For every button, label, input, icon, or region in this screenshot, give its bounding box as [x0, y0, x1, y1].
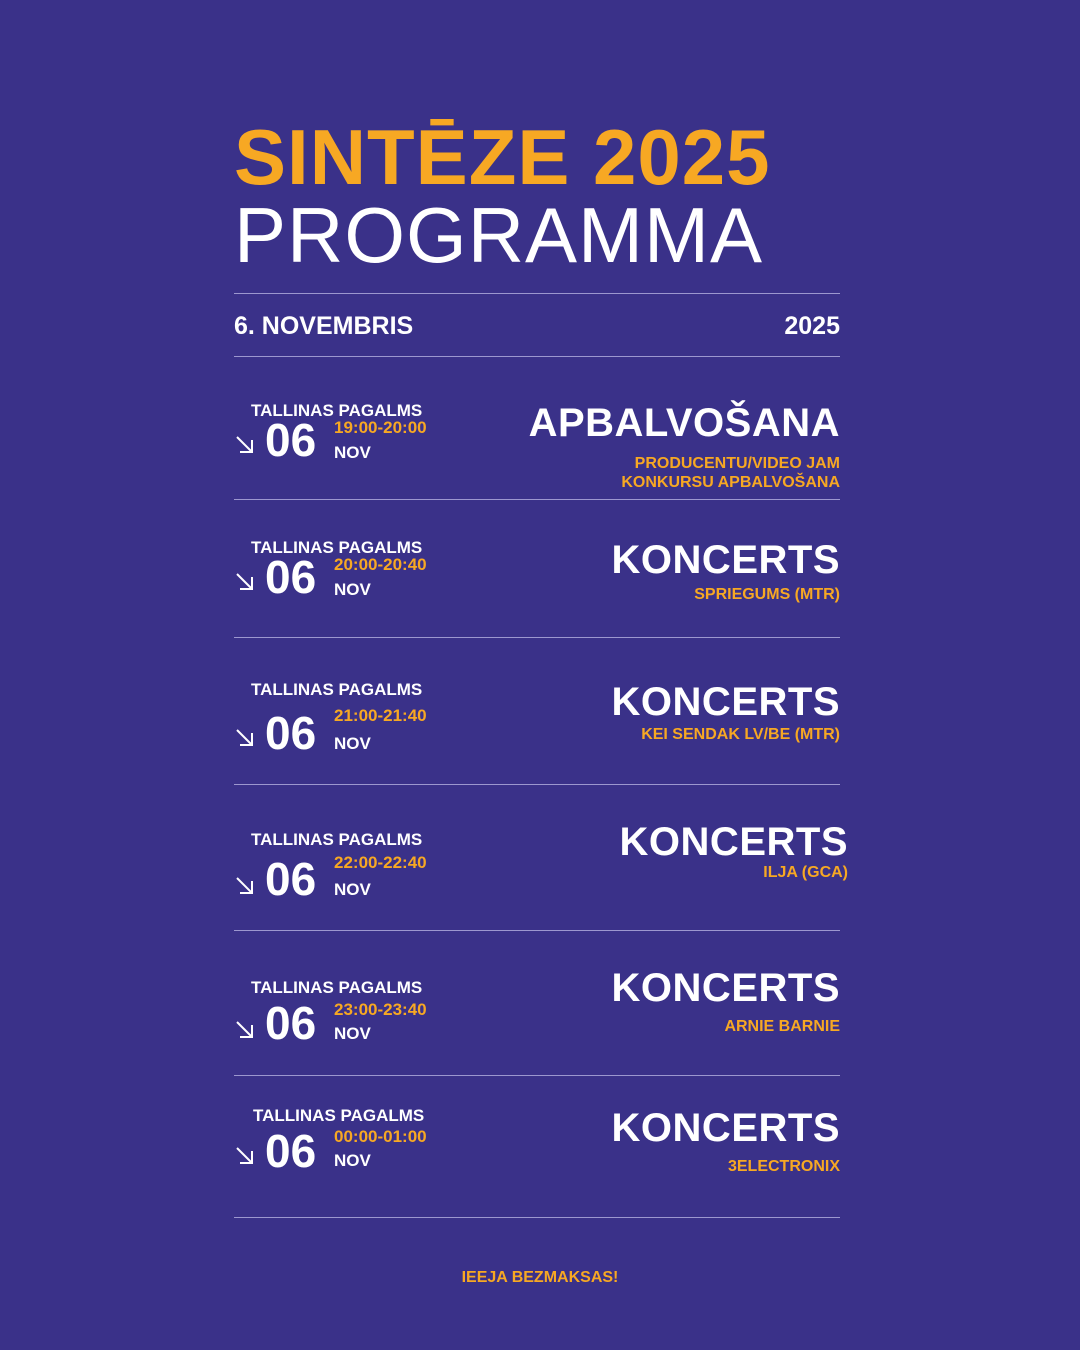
divider: [234, 356, 840, 357]
event-month: NOV: [334, 1024, 371, 1043]
event-item: [234, 537, 840, 647]
event-day: 06: [265, 853, 317, 905]
event-day: 06: [265, 707, 317, 759]
event-when: [234, 977, 464, 1087]
arrow-down-right-icon: [234, 875, 256, 897]
program-title: PROGRAMMA: [234, 191, 764, 279]
event-subtitle: KEI SENDAK LV/BE (MTR): [641, 726, 840, 743]
divider: [234, 637, 840, 638]
event-what: [440, 679, 840, 744]
year-label: 2025: [784, 312, 840, 340]
divider: [234, 1075, 840, 1076]
event-day: 06: [265, 1125, 317, 1177]
event-venue: TALLINAS PAGALMS: [253, 1106, 425, 1125]
event-venue: TALLINAS PAGALMS: [251, 538, 423, 557]
arrow-down-right-icon: [234, 1019, 256, 1041]
event-when: [234, 400, 464, 510]
event-when: [234, 829, 464, 939]
event-title: KONCERTS: [611, 680, 840, 724]
event-item: [234, 820, 848, 939]
event-month: NOV: [334, 1151, 371, 1170]
event-venue: TALLINAS PAGALMS: [251, 978, 423, 997]
event-time: 00:00-01:00: [334, 1127, 427, 1146]
event-what: [440, 966, 840, 1036]
festival-title: SINTĒZE 2025: [234, 113, 771, 201]
event-item: [234, 1105, 840, 1215]
event-title: KONCERTS: [619, 820, 848, 864]
event-venue: TALLINAS PAGALMS: [251, 401, 423, 420]
event-day: 06: [265, 414, 317, 466]
divider: [234, 293, 840, 294]
event-title: KONCERTS: [611, 1106, 840, 1150]
event-venue: TALLINAS PAGALMS: [251, 680, 423, 699]
event-day: 06: [265, 997, 317, 1049]
divider: [234, 930, 840, 931]
divider: [234, 1217, 840, 1218]
event-title: KONCERTS: [611, 966, 840, 1010]
event-month: NOV: [334, 880, 371, 899]
event-day: 06: [265, 551, 317, 603]
event-month: NOV: [334, 443, 371, 462]
event-what: [448, 820, 848, 882]
event-time: 20:00-20:40: [334, 555, 427, 574]
arrow-down-right-icon: [234, 727, 256, 749]
event-when: [234, 679, 464, 789]
event-subtitle: SPRIEGUMS (MTR): [694, 586, 840, 603]
event-when: [234, 537, 464, 647]
event-month: NOV: [334, 580, 371, 599]
event-month: NOV: [334, 734, 371, 753]
event-title: APBALVOŠANA: [528, 401, 840, 445]
event-time: 19:00-20:00: [334, 418, 427, 437]
event-what: [440, 1105, 840, 1176]
arrow-down-right-icon: [234, 434, 256, 456]
divider: [234, 784, 840, 785]
event-time: 23:00-23:40: [334, 1000, 427, 1019]
event-item: [234, 679, 840, 789]
free-entry-note: IEEJA BEZMAKSAS!: [461, 1269, 619, 1286]
event-title: KONCERTS: [611, 538, 840, 582]
arrow-down-right-icon: [234, 1145, 256, 1167]
event-subtitle: PRODUCENTU/VIDEO JAM: [634, 455, 840, 472]
event-subtitle: ILJA (GCA): [763, 864, 848, 881]
event-subtitle: 3ELECTRONIX: [727, 1158, 840, 1175]
arrow-down-right-icon: [234, 571, 256, 593]
event-when: [234, 1105, 464, 1215]
event-item: [234, 400, 840, 510]
event-time: 21:00-21:40: [334, 706, 427, 725]
event-what: [440, 537, 840, 604]
event-what: [440, 400, 840, 492]
date-row: [234, 310, 840, 342]
date-label: 6. NOVEMBRIS: [234, 312, 414, 340]
event-venue: TALLINAS PAGALMS: [251, 830, 423, 849]
divider: [234, 499, 840, 500]
event-subtitle: KONKURSU APBALVOŠANA: [621, 474, 840, 491]
event-item: [234, 966, 840, 1087]
event-subtitle: ARNIE BARNIE: [724, 1018, 840, 1035]
event-time: 22:00-22:40: [334, 853, 427, 872]
